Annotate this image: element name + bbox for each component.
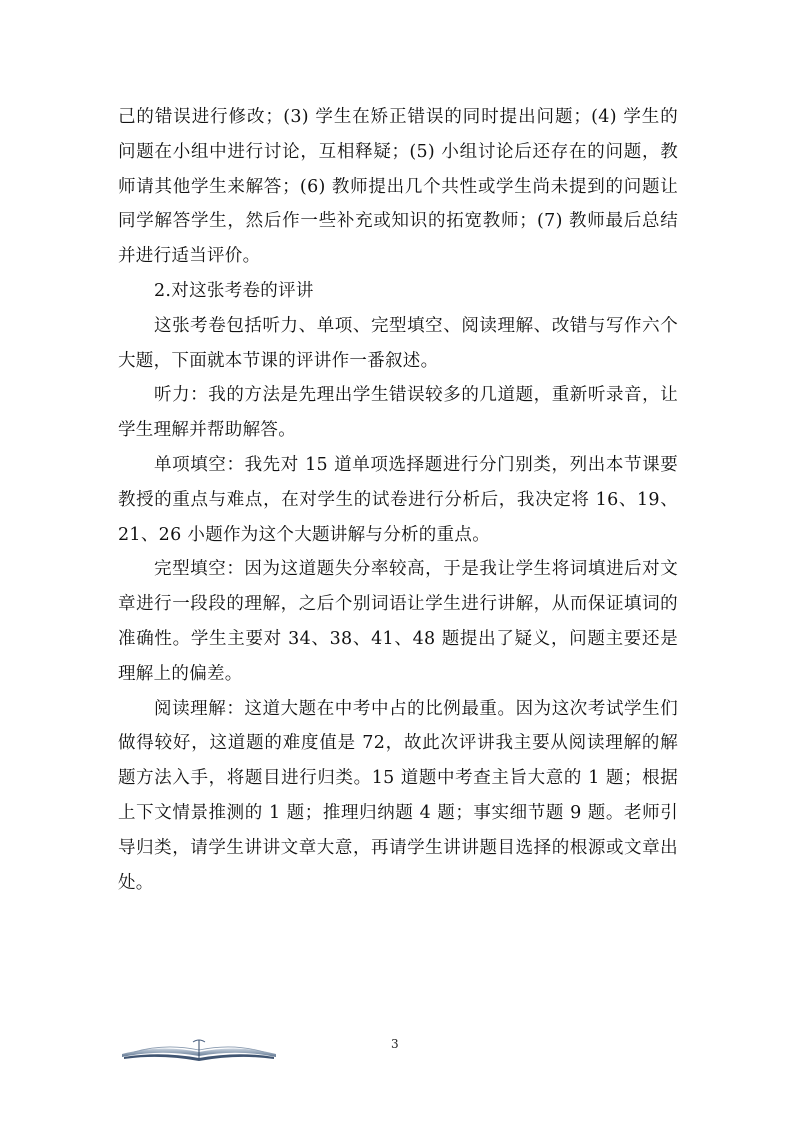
page-number: 3 xyxy=(391,1037,399,1051)
paragraph-cloze: 完型填空：因为这道题失分率较高，于是我让学生将词填进后对文章进行一段段的理解，之后个别词语让学生进行讲解，从而保证填词的准确性。学生主要对 34、38、41、48 题提出了疑义，问题主要还是理解上的偏差。 xyxy=(118,559,678,684)
paragraph-reading: 阅读理解：这道大题在中考中占的比例最重。因为这次考试学生们做得较好，这道题的难度值是 72，故此次评讲我主要从阅读理解的解题方法入手，将题目进行归类。15 道题中考查主旨大意的 1 题；根据上下文情景推测的 1 题；推理归纳题 4 题；事实细节题 9 题。老师引导归类，请学生讲讲文章大意，再请学生讲讲题目选择的根源或文章出处。 xyxy=(118,698,678,893)
section-heading: 2.对这张考卷的评讲 xyxy=(154,280,314,301)
paragraph-continuation: 己的错误进行修改；(3) 学生在矫正错误的同时提出问题；(4) 学生的问题在小组中进行讨论，互相释疑；(5) 小组讨论后还存在的问题，教师请其他学生来解答；(6) 教师提出几个共性或学生尚未提到的问题让同学解答学生，然后作一些补充或知识的拓宽教师；(7) 教师最后总结并进行适当评价。 xyxy=(118,107,678,267)
open-book-icon xyxy=(120,1036,278,1062)
paragraph-overview: 这张考卷包括听力、单项、完型填空、阅读理解、改错与写作六个大题，下面就本节课的评讲作一番叙述。 xyxy=(118,315,678,371)
body-text xyxy=(118,100,678,900)
paragraph-listening: 听力：我的方法是先理出学生错误较多的几道题，重新听录音，让学生理解并帮助解答。 xyxy=(118,385,678,441)
paragraph-single-choice: 单项填空：我先对 15 道单项选择题进行分门别类，列出本节课要教授的重点与难点，在对学生的试卷进行分析后，我决定将 16、19、21、26 小题作为这个大题讲解与分析的重点。 xyxy=(118,454,678,545)
